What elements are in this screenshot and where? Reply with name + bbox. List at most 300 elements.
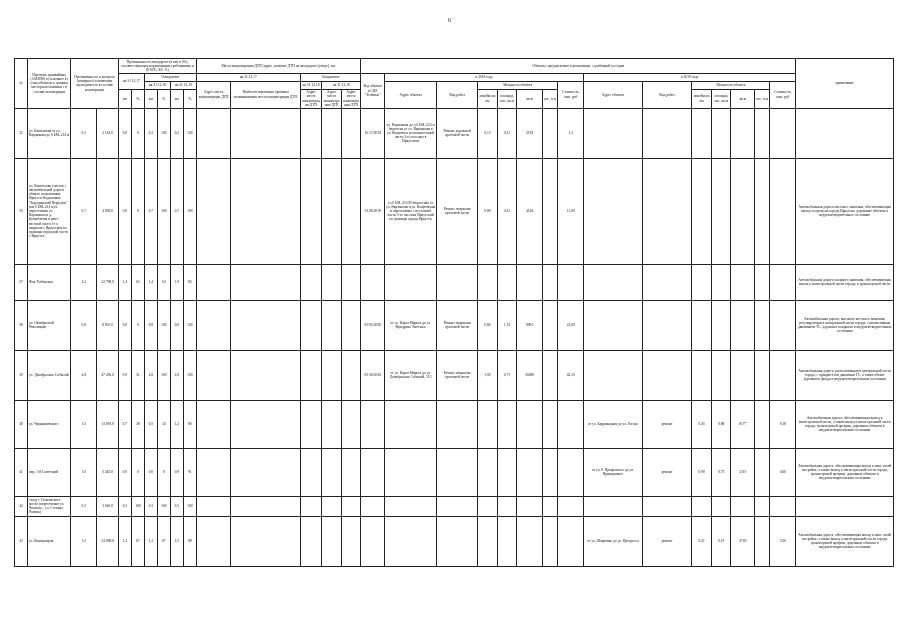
cell-n: 32	[15, 108, 28, 158]
cell-m: 4,71	[497, 350, 516, 400]
col-pcs: шт., п.м	[543, 89, 558, 108]
cell-m2	[517, 496, 543, 516]
col-m-len: линейн ых км	[478, 89, 497, 108]
cell-pcs	[543, 108, 558, 158]
cell-f: 85	[183, 264, 196, 300]
cell-cost	[558, 448, 584, 496]
page-number: 6	[448, 18, 451, 24]
cell-work	[437, 448, 478, 496]
cell-addr_k	[196, 400, 231, 448]
cell-m2: 2182	[517, 108, 543, 158]
cell-cost	[558, 516, 584, 566]
cell-addr	[385, 496, 437, 516]
cell-a: 0,7	[118, 400, 131, 448]
cell-pcs2	[755, 350, 770, 400]
cell-work	[437, 496, 478, 516]
cell-m2	[517, 264, 543, 300]
cell-addr2	[584, 108, 642, 158]
cell-c: 0,0	[144, 448, 157, 496]
cell-a2	[322, 300, 341, 350]
cell-e: 2,8	[170, 350, 183, 400]
cell-len: 0,8	[71, 300, 97, 350]
cell-pcs	[543, 158, 558, 264]
cell-work: Ремонт покрытия проезжей части	[437, 158, 478, 264]
cell-reason	[231, 350, 300, 400]
cell-m_2	[711, 264, 730, 300]
cell-m: 0,31	[497, 108, 516, 158]
cell-m	[497, 496, 516, 516]
cell-n: 37	[15, 264, 28, 300]
cell-e: 0,8	[170, 300, 183, 350]
cell-a: 0,0	[118, 300, 131, 350]
cell-b: 100	[131, 496, 144, 516]
cell-m	[497, 264, 516, 300]
cell-n: 33	[15, 158, 28, 264]
cell-n: 38	[15, 300, 28, 350]
col-m2: кв.м	[731, 89, 755, 108]
cell-addr_k	[196, 448, 231, 496]
cell-n: 42	[15, 496, 28, 516]
cell-m	[497, 400, 516, 448]
cell-cost2: 4,00	[770, 448, 796, 496]
col-year-2018: в 2018 году	[385, 73, 584, 81]
cell-c: 0,8	[144, 300, 157, 350]
cell-m2: 4146	[517, 158, 543, 264]
cell-work	[437, 400, 478, 448]
road-register-table	[14, 58, 894, 567]
cell-work: Ремонт покрытия проезжей части	[437, 350, 478, 400]
cell-a: 1,4	[118, 264, 131, 300]
cell-addr	[385, 264, 437, 300]
cell-len: 0,3	[71, 496, 97, 516]
cell-addr2: от ул. Шарченко до ул. Прогресса	[584, 516, 642, 566]
cell-pcs2	[755, 264, 770, 300]
cell-km2: 0,90	[692, 448, 711, 496]
cell-m2_2	[731, 300, 755, 350]
cell-a1	[300, 300, 322, 350]
cell-km2: 0,45	[692, 400, 711, 448]
table-row	[15, 496, 894, 516]
cell-a2	[322, 400, 341, 448]
cell-cost2	[770, 158, 796, 264]
cell-name: Фок. Рабовская	[27, 264, 70, 300]
cell-km2	[692, 496, 711, 516]
cell-c: 0,7	[144, 158, 157, 264]
cell-km	[478, 516, 497, 566]
col-addr-mk: Адрес места концентрации ДТП	[343, 90, 359, 107]
cell-reason	[231, 300, 300, 350]
cell-d: 100	[157, 158, 170, 264]
cell-f: 100	[183, 496, 196, 516]
col-addr-2019: Адрес объекта	[584, 81, 642, 108]
cell-km2	[692, 300, 711, 350]
cell-b: 63	[131, 264, 144, 300]
cell-addr_k	[196, 158, 231, 264]
table-row	[15, 158, 894, 264]
cell-m2_2: 2115	[731, 448, 755, 496]
col-dtp-group: Места концентрации ДТП (адрес, наличие ДТП на автодороге (улице), шт.	[196, 59, 361, 74]
cell-work2	[642, 350, 692, 400]
col-cost-2019: Стоимость, млн. руб	[770, 81, 796, 108]
cell-name: ул. Каштанова от ул. Варлыкова до 6 БМ–214 м	[27, 108, 70, 158]
cell-a3	[341, 400, 361, 448]
cell-addr_k	[196, 516, 231, 566]
cell-a3	[341, 516, 361, 566]
cell-kod	[361, 264, 385, 300]
cell-b: 67	[131, 516, 144, 566]
cell-kod: 05-05/2018	[361, 300, 385, 350]
cell-km2	[692, 350, 711, 400]
col-dtp-addr: Адрес места концентрации ДТП	[196, 81, 231, 108]
cell-m2_2	[731, 108, 755, 158]
cell-len2: 22 798,0	[97, 264, 119, 300]
cell-addr	[385, 400, 437, 448]
cell-a2	[322, 516, 341, 566]
cell-c: 0,2	[144, 108, 157, 158]
cell-cost: 22,00	[558, 300, 584, 350]
cell-km: 0,13	[478, 108, 497, 158]
cell-m2_2	[731, 496, 755, 516]
cell-b: 0	[131, 158, 144, 264]
cell-addr_k	[196, 496, 231, 516]
cell-f: 100	[183, 300, 196, 350]
cell-km2	[692, 264, 711, 300]
cell-a1	[300, 108, 322, 158]
cell-pcs2	[755, 496, 770, 516]
cell-addr: от ул. Карла Маркса до ул. Декабрьских Событий, 113	[385, 350, 437, 400]
cell-pcs2	[755, 158, 770, 264]
cell-cost2: 9,18	[770, 400, 796, 448]
cell-km	[478, 264, 497, 300]
cell-name: пер. 1-й Советский	[27, 448, 70, 496]
table-row	[15, 350, 894, 400]
cell-d: 63	[157, 264, 170, 300]
cell-work2: ремонт	[642, 400, 692, 448]
col-km: км	[170, 89, 183, 108]
cell-pcs2	[755, 300, 770, 350]
col-pcs: шт., п.м	[755, 89, 770, 108]
cell-cost2	[770, 350, 796, 400]
cell-cost	[558, 264, 584, 300]
cell-name: ул. Коммунаров	[27, 516, 70, 566]
cell-len2: 13 839,0	[97, 400, 119, 448]
cell-work: Ремонт дорожной проезжей части	[437, 108, 478, 158]
cell-name: ул. Кашталова участок с автомобильной дороги общего пользования Иркутск-Кадзаповка "Бородинский Переулок" (км 0 БМ–214 м) и пересечение ул. Варлыкова и д. Кощебатова в неиз-вестной части 3-го квартала с Иркутском по границы городской части с Иркутск	[27, 158, 70, 264]
cell-cost2: 3,56	[770, 516, 796, 566]
table-row	[15, 108, 894, 158]
cell-reason	[231, 264, 300, 300]
cell-km: 1,90	[478, 350, 497, 400]
cell-cost2	[770, 300, 796, 350]
cell-kod: 16:17/2018	[361, 108, 385, 158]
cell-pcs2	[755, 108, 770, 158]
cell-work2: ремонт	[642, 448, 692, 496]
cell-addr2: от ул. Р. Прекрасного до ул. Приводящего	[584, 448, 642, 496]
cell-work2	[642, 108, 692, 158]
cell-reason	[231, 516, 300, 566]
col-pct: %	[131, 89, 144, 108]
cell-addr	[385, 448, 437, 496]
col-dtp-exp-18: на 31.12.18	[300, 81, 322, 89]
cell-c: 0,5	[144, 400, 157, 448]
cell-f: 100	[183, 350, 196, 400]
table-body	[15, 108, 894, 566]
cell-m_2: 0,19	[711, 516, 730, 566]
cell-len2: 47 456,0	[97, 350, 119, 400]
cell-km2	[692, 108, 711, 158]
cell-pcs	[543, 350, 558, 400]
col-expected: Ожидаемое	[144, 73, 196, 81]
cell-m2_2: 6177	[731, 400, 755, 448]
cell-d: 100	[157, 496, 170, 516]
table-row	[15, 264, 894, 300]
cell-note: Автомобильная дорога опорного значения, обеспечивающая выход к магистральной части города, к транспортной части	[796, 264, 894, 300]
col-cost-2018: Стоимость, млн. руб	[558, 81, 584, 108]
cell-f: 100	[183, 108, 196, 158]
cell-d: 0	[157, 448, 170, 496]
cell-e: 0,7	[170, 158, 183, 264]
col-m2: кв.м	[517, 89, 543, 108]
cell-note: Автомобильная дорога, обеспечивающая выход в магистральной части, а также выход к магистральной части города, транспортной артерии, дорожные объекты в неудовлетворительном состоянии	[796, 400, 894, 448]
cell-n: 39	[15, 350, 28, 400]
cell-a2	[322, 448, 341, 496]
cell-f: 88	[183, 516, 196, 566]
cell-a1	[300, 158, 322, 264]
cell-c: 0,3	[144, 496, 157, 516]
col-exp-18: на 31.12.18	[144, 81, 170, 89]
cell-work: Ремонт покрытия проезжей части	[437, 300, 478, 350]
cell-b: 0	[131, 108, 144, 158]
col-dtp-on-date: на 31.12.17	[196, 73, 300, 81]
cell-work2	[642, 300, 692, 350]
cell-pcs	[543, 264, 558, 300]
col-works-group: Объекты, предлагаемые к реализации, с разбивкой по годам	[361, 59, 796, 74]
col-m-len: линейн ых км	[692, 89, 711, 108]
col-work-2019: Вид работ	[642, 81, 692, 108]
cell-reason	[231, 496, 300, 516]
cell-m2: 30490	[517, 350, 543, 400]
cell-kod	[361, 496, 385, 516]
cell-d: 100	[157, 300, 170, 350]
cell-len: 2,8	[71, 350, 97, 400]
table-row	[15, 400, 894, 448]
cell-km	[478, 448, 497, 496]
cell-kod: 05-20/2018	[361, 350, 385, 400]
cell-addr	[385, 516, 437, 566]
cell-m2_2	[731, 264, 755, 300]
cell-name: ул. Октябрьской Революции	[27, 300, 70, 350]
cell-f: 80	[183, 400, 196, 448]
cell-len2: 5 445,0	[97, 448, 119, 496]
cell-km: 0,80	[478, 300, 497, 350]
col-note: примечание	[796, 59, 894, 109]
cell-note	[796, 496, 894, 516]
cell-kod	[361, 516, 385, 566]
cell-a: 0,3	[118, 496, 131, 516]
cell-kod	[361, 448, 385, 496]
cell-len2: 4 838,0	[97, 158, 119, 264]
cell-e: 0,2	[170, 108, 183, 158]
cell-m_2	[711, 496, 730, 516]
cell-a1	[300, 400, 322, 448]
cell-e: 0,3	[170, 496, 183, 516]
cell-kod	[361, 400, 385, 448]
table-row	[15, 448, 894, 496]
cell-pcs	[543, 300, 558, 350]
cell-m2	[517, 448, 543, 496]
col-addr-mk: Адрес места концентрации ДТП	[302, 90, 320, 107]
cell-cost: 11,00	[558, 158, 584, 264]
cell-addr_k	[196, 350, 231, 400]
cell-a: 0,0	[118, 448, 131, 496]
cell-cost2	[770, 496, 796, 516]
cell-addr2	[584, 496, 642, 516]
cell-a3	[341, 350, 361, 400]
cell-c: 1,2	[144, 516, 157, 566]
cell-a1	[300, 264, 322, 300]
cell-work2	[642, 264, 692, 300]
cell-a: 0,9	[118, 350, 131, 400]
col-dtp-expected: Ожидаемое	[300, 73, 361, 81]
cell-m2_2: 2703	[731, 516, 755, 566]
cell-addr_k	[196, 264, 231, 300]
cell-km	[478, 496, 497, 516]
cell-cost2	[770, 108, 796, 158]
cell-e: 1,9	[170, 264, 183, 300]
cell-reason	[231, 108, 300, 158]
cell-a2	[322, 350, 341, 400]
cell-a3	[341, 448, 361, 496]
cell-len2: 2 183,0	[97, 108, 119, 158]
cell-addr2	[584, 158, 642, 264]
cell-m2	[517, 516, 543, 566]
road-register-sheet	[14, 58, 894, 567]
col-exp-19: на 31.12.19	[170, 81, 196, 89]
col-name: Перечень трамвайных (ЗАНОВ) в (основное к) улиц объектов к граница месторасположения с в составе агломерации	[27, 59, 70, 109]
cell-m: 1,14	[497, 300, 516, 350]
cell-len2: 23 698,0	[97, 516, 119, 566]
cell-m_2	[711, 300, 730, 350]
cell-a1	[300, 516, 322, 566]
cell-a: 0,0	[118, 158, 131, 264]
cell-a3	[341, 108, 361, 158]
cell-work	[437, 264, 478, 300]
cell-pcs	[543, 516, 558, 566]
cell-n: 43	[15, 516, 28, 566]
col-addr-mk: Адрес места концентрации ДТП	[323, 90, 340, 107]
cell-m_2	[711, 108, 730, 158]
cell-pcs2	[755, 400, 770, 448]
col-share-group: Протяженность автодороги (в км) в (%), соответствующих нормативным требованиям и (ЕАТЕ, АЕ, %)	[118, 59, 196, 74]
cell-note: Автомобильная дорога, обеспечивающая выход к ним, своей застройке, а также выход к магистральной части города, транспортной артерии, дорожные объекты в неудовлетворительном состоянии	[796, 516, 894, 566]
cell-m	[497, 448, 516, 496]
cell-e: 0,9	[170, 448, 183, 496]
cell-addr2	[584, 264, 642, 300]
cell-b: 31	[131, 350, 144, 400]
cell-km2	[692, 158, 711, 264]
cell-cost2	[770, 264, 796, 300]
cell-a2	[322, 264, 341, 300]
col-pct: %	[183, 89, 196, 108]
cell-cost	[558, 400, 584, 448]
cell-m2_2	[731, 158, 755, 264]
cell-a2	[322, 108, 341, 158]
cell-addr: от ул. Карла Маркса до ул. Фридриха Энгельса	[385, 300, 437, 350]
cell-addr: ул. Варлыкова до д 6 БМ–214 м бюротсая от ул. Варлыкова в ул. Кощеева и исполнительной части 3-го пассажа в Иркутском	[385, 108, 437, 158]
cell-d: 100	[157, 108, 170, 158]
cell-addr_k	[196, 300, 231, 350]
cell-n: 40	[15, 400, 28, 448]
cell-len2: 3 640,0	[97, 496, 119, 516]
cell-note	[796, 108, 894, 158]
col-addr-2018: Адрес объекта	[385, 81, 437, 108]
cell-m_2: 0,75	[711, 448, 730, 496]
cell-work2	[642, 158, 692, 264]
cell-m_2	[711, 350, 730, 400]
cell-d: 34	[157, 400, 170, 448]
cell-m	[497, 516, 516, 566]
col-km: км	[144, 89, 157, 108]
cell-cost	[558, 496, 584, 516]
cell-len: 0,3	[71, 108, 97, 158]
col-measure-2018: Мощность объекта	[478, 81, 558, 89]
cell-d: 100	[157, 350, 170, 400]
cell-addr2	[584, 350, 642, 400]
cell-a2	[322, 158, 341, 264]
col-km: км	[118, 89, 131, 108]
cell-b: 0	[131, 300, 144, 350]
cell-pcs2	[755, 448, 770, 496]
col-dtp-exp-19: на 31.12.19	[322, 81, 361, 89]
cell-name: ул. Декабрьских Событий	[27, 350, 70, 400]
cell-a1	[300, 496, 322, 516]
cell-m2_2	[731, 350, 755, 400]
cell-m_2	[711, 158, 730, 264]
cell-a3	[341, 158, 361, 264]
col-m-area: площадь тыс. кв.м	[711, 89, 730, 108]
cell-a: 1,2	[118, 516, 131, 566]
cell-a3	[341, 300, 361, 350]
cell-work2: ремонт	[642, 516, 692, 566]
cell-pcs	[543, 400, 558, 448]
col-kod: Код объекта в СКЕ "Зелёные"	[361, 73, 385, 108]
cell-m2: 8001	[517, 300, 543, 350]
cell-a1	[300, 350, 322, 400]
cell-a1	[300, 448, 322, 496]
table-row	[15, 516, 894, 566]
cell-name: ул. Чернышевского	[27, 400, 70, 448]
cell-note: Автомобильная дорога, высокого местного значения, регулирующая в центральной части города, с интенсивным движением ТС, дорожное покрытие в неудовлетворительном состоянии	[796, 300, 894, 350]
col-pct: %	[157, 89, 170, 108]
cell-m: 0,41	[497, 158, 516, 264]
cell-addr_k	[196, 108, 231, 158]
cell-len2: 8 001,0	[97, 300, 119, 350]
cell-addr: ул 0 БМ–214 М бюротсайа от ул. Варлыкова и ул. Кощеевская и пересечение с восточной части 3-го пассажа Иркутский по границы города Иркутск	[385, 158, 437, 264]
cell-reason	[231, 158, 300, 264]
cell-reason	[231, 400, 300, 448]
cell-km: 0,89	[478, 158, 497, 264]
cell-note: Автомобильная дорога, расположенная в центральной части города, с приоритетом движения ТС, а также объект дорожного фонда в неудовлетворительном состоянии	[796, 350, 894, 400]
cell-pcs2	[755, 516, 770, 566]
cell-addr2: от ул. Баррикадная до ул. Гоголя	[584, 400, 642, 448]
cell-len: 1,0	[71, 448, 97, 496]
col-measure-2019: Мощность объекта	[692, 81, 770, 89]
cell-pcs	[543, 448, 558, 496]
col-dtp-reason: Наиболее вероятные причины возникновения места концентрации ДТП	[231, 81, 300, 108]
cell-m_2: 0,88	[711, 400, 730, 448]
cell-len: 2,2	[71, 264, 97, 300]
cell-name: съезд с Глазковского моста (пересечение ул. Чкалова – ул. Степана Разина)	[27, 496, 70, 516]
